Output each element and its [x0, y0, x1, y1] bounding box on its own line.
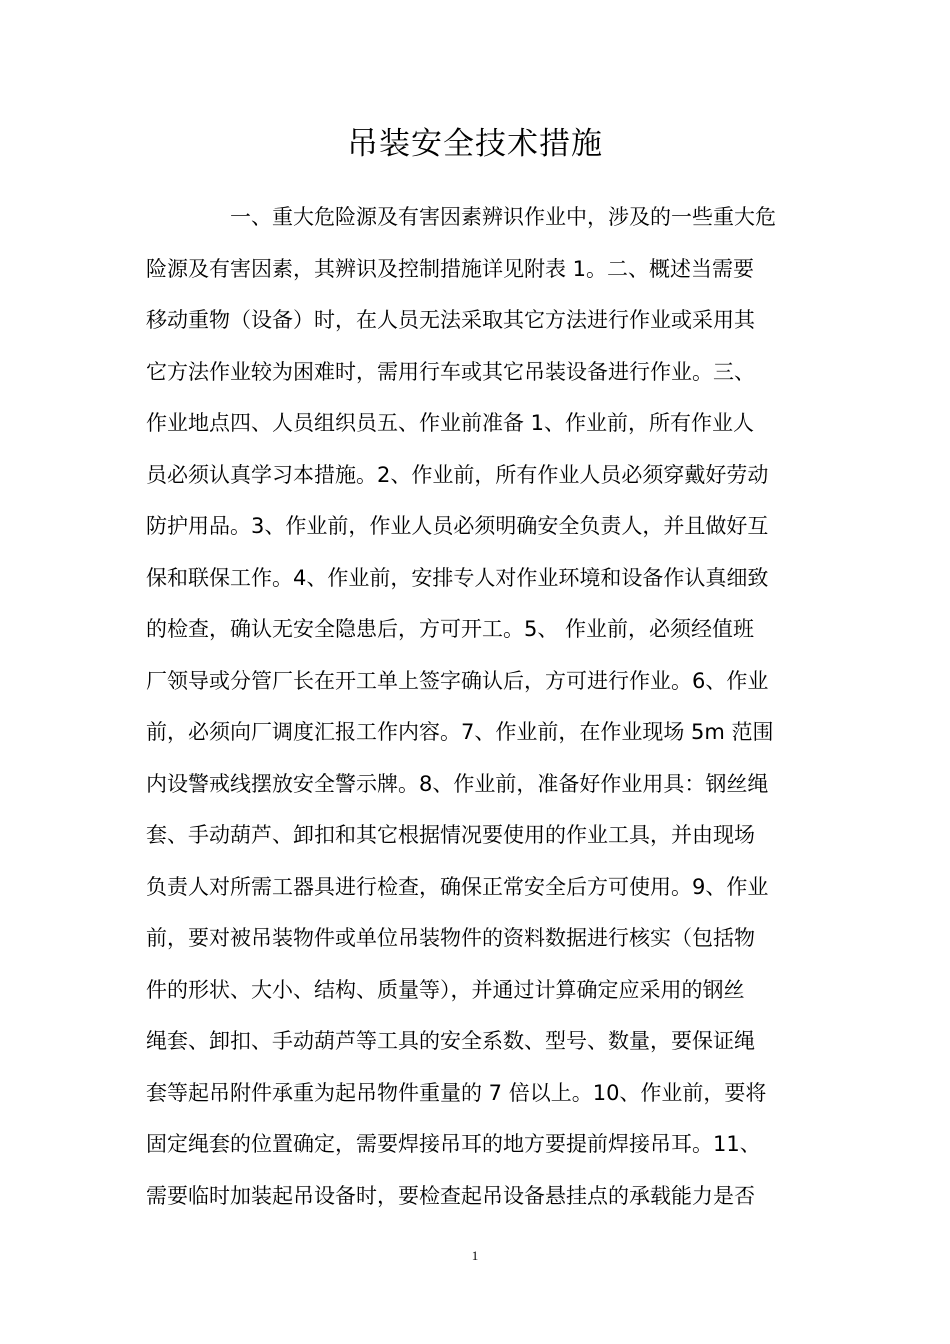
- text-line: 套等起吊附件承重为起吊物件重量的 7 倍以上。10、作业前，要将: [146, 1080, 767, 1105]
- text-line: 件的形状、大小、结构、质量等），并通过计算确定应采用的钢丝: [146, 977, 745, 1002]
- text-line: 需要临时加装起吊设备时，要检查起吊设备悬挂点的承载能力是否: [146, 1183, 755, 1208]
- text-line: 前，要对被吊装物件或单位吊装物件的资料数据进行核实（包括物: [146, 926, 755, 950]
- text-line: 作业地点四、人员组织员五、作业前准备 1、作业前，所有作业人: [146, 411, 755, 435]
- body-text: [146, 192, 806, 1222]
- text-line: 保和联保工作。4、作业前，安排专人对作业环境和设备作认真细致: [146, 565, 769, 590]
- document-title: 吊装安全技术措施: [347, 126, 603, 162]
- text-line: 负责人对所需工器具进行检查，确保正常安全后方可使用。9、作业: [146, 874, 769, 899]
- text-line: 员必须认真学习本措施。2、作业前，所有作业人员必须穿戴好劳动: [146, 462, 769, 487]
- text-line: 一、重大危险源及有害因素辨识作业中，涉及的一些重大危: [230, 205, 776, 229]
- text-line: 厂领导或分管厂长在开工单上签字确认后，方可进行作业。6、作业: [146, 668, 769, 693]
- text-line: 移动重物（设备）时，在人员无法采取其它方法进行作业或采用其: [146, 308, 755, 332]
- text-line: 套、手动葫芦、卸扣和其它根据情况要使用的作业工具，并由现场: [146, 823, 755, 847]
- text-line: 绳套、卸扣、手动葫芦等工具的安全系数、型号、数量，要保证绳: [146, 1029, 755, 1053]
- text-line: 它方法作业较为困难时，需用行车或其它吊装设备进行作业。三、: [146, 359, 755, 384]
- text-line: 前，必须向厂调度汇报工作内容。7、作业前，在作业现场 5m 范围: [146, 720, 774, 744]
- text-line: 防护用品。3、作业前，作业人员必须明确安全负责人，并且做好互: [146, 514, 769, 538]
- text-line: 固定绳套的位置确定，需要焊接吊耳的地方要提前焊接吊耳。11、: [146, 1132, 761, 1156]
- text-line: 的检查，确认无安全隐患后，方可开工。5、 作业前，必须经值班: [146, 617, 755, 641]
- page-number: 1: [471, 1248, 479, 1263]
- text-line: 险源及有害因素，其辨识及控制措施详见附表 1。二、概述当需要: [146, 256, 755, 281]
- text-line: 内设警戒线摆放安全警示牌。8、作业前，准备好作业用具：钢丝绳: [146, 771, 769, 796]
